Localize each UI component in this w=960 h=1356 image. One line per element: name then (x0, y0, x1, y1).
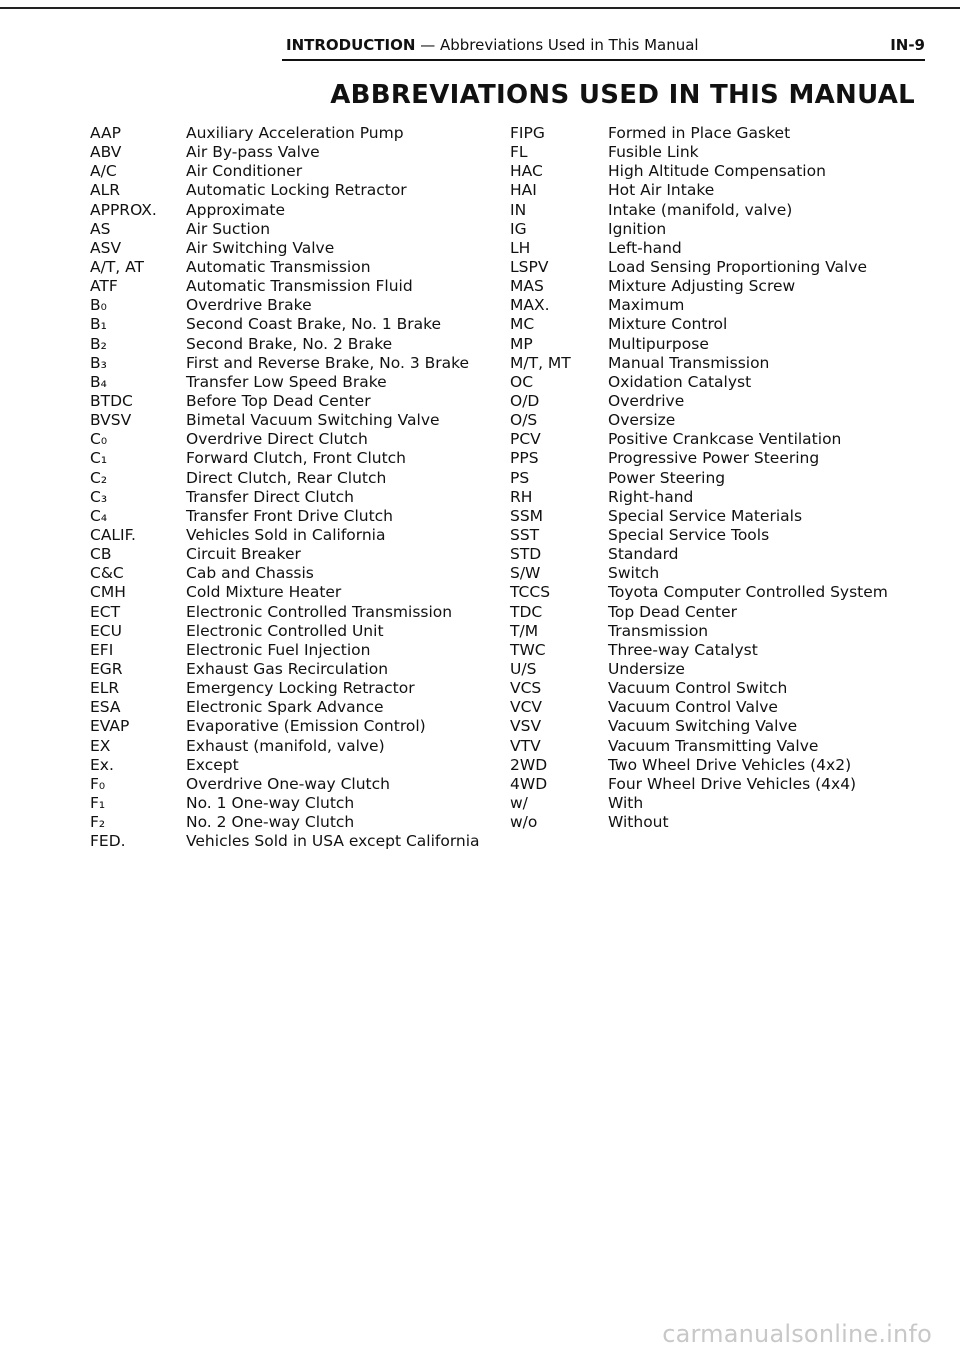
abbreviation-row (90, 564, 500, 583)
abbreviation-row (510, 737, 930, 756)
abbreviation-row (510, 354, 930, 373)
abbreviation-term: U/S (510, 659, 537, 678)
abbreviation-row (90, 430, 500, 449)
abbreviation-term: ALR (90, 181, 121, 200)
abbreviation-term: AAP (90, 124, 121, 142)
right-abbreviation-column (510, 124, 930, 832)
abbreviation-term: VCV (510, 698, 543, 717)
abbreviation-definition: Except (186, 755, 239, 774)
abbreviation-term: EVAP (90, 717, 130, 736)
abbreviation-definition: Transmission (608, 621, 709, 640)
abbreviation-definition: Overdrive (608, 391, 685, 410)
abbreviation-term: MC (510, 315, 535, 334)
abbreviation-definition: Transfer Front Drive Clutch (186, 506, 394, 525)
abbreviation-term: TWC (510, 640, 546, 659)
abbreviation-definition: Transfer Low Speed Brake (186, 372, 387, 391)
abbreviation-definition: Direct Clutch, Rear Clutch (186, 468, 387, 487)
abbreviation-row (510, 124, 930, 143)
abbreviation-term: F₁ (90, 793, 106, 812)
abbreviation-row (90, 239, 500, 258)
abbreviation-definition: Without (608, 813, 669, 832)
abbreviation-row (90, 124, 500, 143)
abbreviation-row (510, 488, 930, 507)
abbreviation-definition: No. 1 One-way Clutch (186, 793, 355, 812)
abbreviation-row (510, 717, 930, 736)
abbreviation-row (510, 201, 930, 220)
abbreviation-row (90, 698, 500, 717)
abbreviation-definition: Hot Air Intake (608, 181, 715, 200)
abbreviation-row (90, 449, 500, 468)
abbreviation-row (90, 296, 500, 315)
abbreviation-term: HAI (510, 181, 537, 200)
abbreviation-term: B₂ (90, 334, 107, 353)
abbreviation-term: EX (90, 736, 111, 755)
abbreviation-term: ECU (90, 621, 122, 640)
abbreviation-row (510, 526, 930, 545)
abbreviation-row (510, 239, 930, 258)
page-header (0, 36, 925, 58)
abbreviation-row (510, 622, 930, 641)
abbreviation-row (90, 679, 500, 698)
abbreviation-definition: Progressive Power Steering (608, 449, 820, 468)
abbreviation-definition: Air Suction (186, 219, 271, 238)
abbreviation-term: LH (510, 238, 531, 257)
abbreviation-row (90, 315, 500, 334)
abbreviation-definition: High Altitude Compensation (608, 162, 826, 181)
abbreviation-definition: Load Sensing Proportioning Valve (608, 257, 868, 276)
abbreviation-term: BTDC (90, 391, 133, 410)
abbreviation-definition: Electronic Controlled Transmission (186, 602, 453, 621)
abbreviation-row (90, 392, 500, 411)
abbreviation-definition: Automatic Transmission Fluid (186, 277, 413, 296)
abbreviation-definition: Vacuum Control Valve (608, 698, 778, 717)
abbreviation-term: ATF (90, 277, 118, 296)
abbreviation-definition: Oxidation Catalyst (608, 372, 752, 391)
abbreviation-definition: Before Top Dead Center (186, 391, 371, 410)
abbreviation-row (90, 201, 500, 220)
header-rule (282, 59, 925, 61)
abbreviation-row (510, 430, 930, 449)
abbreviation-term: B₁ (90, 315, 107, 334)
abbreviation-row (90, 775, 500, 794)
abbreviation-term: ECT (90, 602, 121, 621)
abbreviation-row (90, 737, 500, 756)
abbreviation-definition: Oversize (608, 411, 676, 430)
abbreviation-row (510, 603, 930, 622)
abbreviation-row (90, 373, 500, 392)
abbreviation-row (510, 679, 930, 698)
abbreviation-definition: Switch (608, 564, 660, 583)
abbreviation-term: F₀ (90, 774, 106, 793)
abbreviation-term: SSM (510, 506, 544, 525)
abbreviation-definition: Vacuum Transmitting Valve (608, 736, 819, 755)
abbreviation-definition: Approximate (186, 200, 286, 219)
abbreviation-definition: Cold Mixture Heater (186, 583, 342, 602)
abbreviation-definition: Fusible Link (608, 143, 699, 162)
abbreviation-term: B₄ (90, 372, 107, 391)
abbreviation-row (510, 794, 930, 813)
abbreviation-definition: Air Switching Valve (186, 238, 335, 257)
abbreviation-definition: Vehicles Sold in USA except California (186, 832, 480, 851)
abbreviation-definition: Second Brake, No. 2 Brake (186, 334, 393, 353)
abbreviation-row (510, 564, 930, 583)
abbreviation-term: LSPV (510, 257, 549, 276)
abbreviation-term: RH (510, 487, 533, 506)
abbreviation-row (90, 354, 500, 373)
abbreviation-row (510, 411, 930, 430)
abbreviation-term: T/M (510, 621, 539, 640)
abbreviation-term: TDC (510, 602, 543, 621)
abbreviation-term: CMH (90, 583, 126, 602)
abbreviation-definition: Transfer Direct Clutch (186, 487, 354, 506)
abbreviation-definition: Circuit Breaker (186, 545, 301, 564)
abbreviation-term: MP (510, 334, 533, 353)
abbreviation-term: PPS (510, 449, 539, 468)
abbreviation-row (510, 469, 930, 488)
abbreviation-term: AS (90, 219, 111, 238)
abbreviation-row (510, 143, 930, 162)
abbreviation-definition: Ignition (608, 219, 667, 238)
abbreviation-definition: Formed in Place Gasket (608, 124, 791, 142)
abbreviation-definition: No. 2 One-way Clutch (186, 813, 355, 832)
abbreviation-term: STD (510, 545, 542, 564)
top-rule (0, 7, 960, 9)
abbreviation-definition: Intake (manifold, valve) (608, 200, 793, 219)
abbreviation-term: MAX. (510, 296, 550, 315)
abbreviation-row (90, 832, 500, 851)
abbreviation-row (90, 641, 500, 660)
abbreviation-row (90, 603, 500, 622)
abbreviation-definition: Cab and Chassis (186, 564, 314, 583)
abbreviation-definition: First and Reverse Brake, No. 3 Brake (186, 353, 470, 372)
abbreviation-definition: Manual Transmission (608, 353, 770, 372)
abbreviation-definition: Exhaust Gas Recirculation (186, 659, 389, 678)
abbreviation-row (90, 488, 500, 507)
section-title-rest: — Abbreviations Used in This Manual (415, 36, 699, 54)
abbreviation-row (510, 545, 930, 564)
abbreviation-row (90, 507, 500, 526)
abbreviation-row (510, 775, 930, 794)
abbreviation-row (510, 392, 930, 411)
abbreviation-row (510, 813, 930, 832)
abbreviation-definition: Exhaust (manifold, valve) (186, 736, 385, 755)
abbreviation-term: M/T, MT (510, 353, 571, 372)
page-number: IN-9 (890, 36, 925, 54)
abbreviation-row (90, 162, 500, 181)
abbreviation-definition: Standard (608, 545, 679, 564)
abbreviation-term: CALIF. (90, 525, 136, 544)
abbreviation-definition: Forward Clutch, Front Clutch (186, 449, 406, 468)
abbreviation-row (90, 813, 500, 832)
abbreviation-term: VSV (510, 717, 542, 736)
abbreviation-term: S/W (510, 564, 541, 583)
abbreviation-term: HAC (510, 162, 543, 181)
abbreviation-row (510, 181, 930, 200)
abbreviation-row (510, 315, 930, 334)
abbreviation-definition: Evaporative (Emission Control) (186, 717, 426, 736)
abbreviation-term: TCCS (510, 583, 551, 602)
abbreviation-term: ABV (90, 143, 122, 162)
section-title (286, 36, 699, 54)
abbreviation-definition: Multipurpose (608, 334, 709, 353)
abbreviation-definition: Vehicles Sold in California (186, 525, 386, 544)
abbreviation-row (510, 296, 930, 315)
abbreviation-row (90, 181, 500, 200)
abbreviation-row (510, 507, 930, 526)
abbreviation-term: PCV (510, 430, 541, 449)
abbreviation-term: C₂ (90, 468, 108, 487)
abbreviation-term: 4WD (510, 774, 548, 793)
watermark: carmanualsonline.info (662, 1320, 932, 1348)
abbreviation-row (90, 411, 500, 430)
abbreviation-definition: Automatic Transmission (186, 257, 371, 276)
abbreviation-definition: Auxiliary Acceleration Pump (186, 124, 404, 142)
abbreviation-term: ASV (90, 238, 122, 257)
abbreviation-definition: Three-way Catalyst (608, 640, 758, 659)
abbreviation-definition: Maximum (608, 296, 685, 315)
abbreviation-row (90, 526, 500, 545)
abbreviation-definition: Right-hand (608, 487, 694, 506)
abbreviation-row (90, 335, 500, 354)
abbreviation-term: C₁ (90, 449, 108, 468)
abbreviation-term: VCS (510, 679, 542, 698)
abbreviation-definition: Vacuum Control Switch (608, 679, 788, 698)
abbreviation-row (510, 335, 930, 354)
abbreviation-definition: With (608, 793, 644, 812)
abbreviation-row (90, 660, 500, 679)
abbreviation-definition: Mixture Control (608, 315, 728, 334)
abbreviation-term: MAS (510, 277, 544, 296)
abbreviation-term: CB (90, 545, 112, 564)
abbreviation-definition: Special Service Materials (608, 506, 803, 525)
abbreviation-row (510, 449, 930, 468)
abbreviation-term: O/S (510, 411, 538, 430)
abbreviation-term: A/T, AT (90, 257, 145, 276)
section-title-bold: INTRODUCTION (286, 36, 416, 54)
abbreviation-row (90, 622, 500, 641)
abbreviation-row (510, 641, 930, 660)
abbreviation-term: w/o (510, 813, 538, 832)
abbreviation-term: ESA (90, 698, 121, 717)
abbreviation-term: Ex. (90, 755, 114, 774)
abbreviation-row (510, 220, 930, 239)
abbreviation-row (90, 258, 500, 277)
abbreviation-definition: Two Wheel Drive Vehicles (4x2) (608, 755, 852, 774)
abbreviation-definition: Toyota Computer Controlled System (608, 583, 888, 602)
abbreviation-row (90, 220, 500, 239)
abbreviation-row (510, 660, 930, 679)
abbreviation-definition: Undersize (608, 659, 685, 678)
abbreviation-row (90, 583, 500, 602)
abbreviation-definition: Positive Crankcase Ventilation (608, 430, 842, 449)
abbreviation-row (90, 794, 500, 813)
abbreviation-definition: Special Service Tools (608, 525, 770, 544)
abbreviation-term: IN (510, 200, 527, 219)
abbreviation-definition: Electronic Fuel Injection (186, 640, 371, 659)
abbreviation-definition: Left-hand (608, 238, 682, 257)
abbreviation-definition: Air By-pass Valve (186, 143, 320, 162)
abbreviation-row (90, 277, 500, 296)
abbreviation-term: PS (510, 468, 530, 487)
page-title: ABBREVIATIONS USED IN THIS MANUAL (330, 80, 915, 110)
abbreviation-term: VTV (510, 736, 541, 755)
abbreviation-term: FED. (90, 832, 126, 851)
abbreviation-term: B₀ (90, 296, 107, 315)
abbreviation-term: w/ (510, 793, 528, 812)
abbreviation-definition: Electronic Spark Advance (186, 698, 384, 717)
abbreviation-row (90, 469, 500, 488)
abbreviation-row (510, 277, 930, 296)
abbreviation-term: EFI (90, 640, 114, 659)
abbreviation-term: BVSV (90, 411, 132, 430)
abbreviation-term: F₂ (90, 813, 106, 832)
abbreviation-definition: Second Coast Brake, No. 1 Brake (186, 315, 442, 334)
abbreviation-definition: Automatic Locking Retractor (186, 181, 407, 200)
abbreviation-definition: Bimetal Vacuum Switching Valve (186, 411, 440, 430)
abbreviation-row (510, 162, 930, 181)
abbreviation-row (90, 756, 500, 775)
abbreviation-term: A/C (90, 162, 117, 181)
abbreviation-definition: Overdrive One-way Clutch (186, 774, 390, 793)
abbreviation-definition: Air Conditioner (186, 162, 303, 181)
abbreviation-term: C₄ (90, 506, 108, 525)
abbreviation-row (510, 756, 930, 775)
abbreviation-term: 2WD (510, 755, 548, 774)
abbreviation-definition: Power Steering (608, 468, 726, 487)
abbreviation-definition: Electronic Controlled Unit (186, 621, 384, 640)
abbreviation-row (510, 258, 930, 277)
abbreviation-definition: Overdrive Direct Clutch (186, 430, 368, 449)
abbreviation-term: O/D (510, 391, 540, 410)
abbreviation-term: APPROX. (90, 200, 157, 219)
abbreviation-row (90, 717, 500, 736)
left-abbreviation-column (90, 124, 500, 851)
abbreviation-definition: Mixture Adjusting Screw (608, 277, 796, 296)
abbreviation-row (90, 545, 500, 564)
abbreviation-definition: Overdrive Brake (186, 296, 312, 315)
abbreviation-row (510, 583, 930, 602)
abbreviation-term: FIPG (510, 124, 545, 142)
abbreviation-definition: Vacuum Switching Valve (608, 717, 798, 736)
abbreviation-term: EGR (90, 659, 123, 678)
abbreviation-definition: Top Dead Center (608, 602, 737, 621)
abbreviation-term: SST (510, 525, 540, 544)
abbreviation-term: OC (510, 372, 534, 391)
abbreviation-term: C₀ (90, 430, 108, 449)
abbreviation-row (510, 698, 930, 717)
abbreviation-term: B₃ (90, 353, 107, 372)
abbreviation-row (90, 143, 500, 162)
abbreviation-term: FL (510, 143, 528, 162)
abbreviation-definition: Emergency Locking Retractor (186, 679, 415, 698)
abbreviation-term: C&C (90, 564, 124, 583)
abbreviation-definition: Four Wheel Drive Vehicles (4x4) (608, 774, 857, 793)
abbreviation-term: C₃ (90, 487, 108, 506)
abbreviation-term: ELR (90, 679, 120, 698)
abbreviation-row (510, 373, 930, 392)
abbreviation-term: IG (510, 219, 527, 238)
